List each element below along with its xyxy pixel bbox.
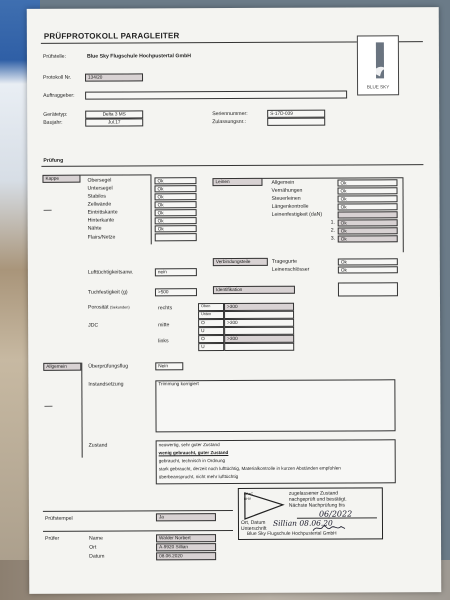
seriennummer-field[interactable]: S-17D-039 [267, 110, 325, 118]
lufttuechtigkeit-field[interactable]: nein [155, 268, 197, 276]
festigkeit-value[interactable]: Ok [338, 227, 398, 234]
pruefer-datum-field[interactable]: 08.06.2020 [156, 552, 216, 560]
kappe-item-label: Nähte [87, 225, 102, 232]
zustand-options [156, 439, 396, 484]
leinen-item-value[interactable]: Ok [338, 187, 398, 194]
porositaet-mark: U [198, 327, 224, 335]
stamp-corner-label: DHV [243, 496, 252, 501]
kappe-label: Kappe [42, 175, 80, 183]
zustand-option-selected[interactable]: wenig gebraucht, guter Zustand [158, 450, 229, 456]
leinen-item-label: Vernähungen [271, 187, 303, 194]
leinen-festigkeit-label: Leinenfestigkeit (daN) [271, 211, 323, 218]
kappe-item-value[interactable]: Ok [154, 177, 196, 184]
kappe-item-label: Obersegel [87, 177, 112, 184]
pruefstempel-rule [43, 510, 233, 512]
logo-mark-icon [358, 36, 398, 94]
stamp-company: Blue Sky Flugschule Hochpustertal GmbH [247, 531, 337, 537]
kappe-item-value[interactable]: Ok [154, 185, 196, 192]
verbindung-item-value[interactable]: Ok [338, 266, 398, 273]
instandsetzung-field[interactable]: Trimmung korrigiert [155, 379, 395, 432]
tuchfestigkeit-field[interactable]: >500 [155, 288, 197, 296]
inspection-stamp [238, 487, 383, 540]
kappe-item-label: Hinterkante [87, 217, 115, 224]
pruefstempel-label: Prüfstempel [44, 515, 73, 522]
pruefung-heading: Prüfung [43, 157, 64, 164]
stamp-text-3: Nächste Nachprüfung bis [288, 502, 346, 509]
verbindungsteile-label: Verbindungsteile [213, 258, 268, 266]
leinen-item-value[interactable]: Ok [338, 195, 398, 202]
verbindung-item-label: Leinenschlösser [271, 266, 310, 273]
pruefer-rule [43, 530, 233, 532]
festigkeit-value[interactable]: Ok [338, 219, 398, 226]
geraetetyp-label: Gerätetyp: [43, 111, 68, 118]
pruefstelle-value: Blue Sky Flugschule Hochpustertal GmbH [86, 53, 192, 60]
leinen-item-value[interactable]: Ok [337, 179, 397, 186]
zustand-option[interactable]: neuwertig, sehr guter Zustand [158, 442, 220, 448]
verbindung-item-value[interactable]: Ok [338, 258, 398, 265]
porositaet-mark: Unten [198, 311, 224, 319]
ueberpruefungsflug-field[interactable]: Nein [155, 362, 183, 370]
verbindung-item-label: Tragegurte [271, 258, 298, 265]
leinen-divider [402, 177, 403, 252]
kappe-item-label: Stabilos [87, 193, 107, 200]
kappe-item-label: Eintrittskante [87, 209, 118, 216]
stamp-ort-datum-value: Sillian 08.06.20 [272, 518, 333, 528]
geraetetyp-field[interactable]: Delta 3 MS [85, 110, 143, 118]
festigkeit-num: 2. [330, 227, 336, 234]
protokoll-field[interactable]: 134/20 [85, 73, 143, 81]
stamp-text-2: nachgeprüft und bestätigt. [288, 496, 347, 503]
stamp-text-1: zugelassener Zustand [288, 490, 339, 497]
leinen-item-value[interactable]: Ok [338, 203, 398, 210]
kappe-item-value[interactable]: Ok [155, 217, 197, 224]
baujahr-label: Baujahr: [43, 119, 63, 126]
identifikation-field[interactable]: Identifikation [213, 286, 295, 294]
kappe-item-value[interactable] [155, 233, 197, 241]
page-title: PRÜFPROTOKOLL PARAGLEITER [43, 31, 180, 41]
pruefer-ort-field[interactable]: A-9920 Sillian [156, 543, 216, 551]
porositaet-value[interactable]: >300 [224, 335, 294, 343]
pruefer-ort-label: Ort [89, 544, 97, 551]
porositaet-value[interactable]: >300 [224, 303, 294, 311]
logo-text: BLUE SKY [366, 84, 390, 90]
kappe-item-value[interactable]: Ok [155, 193, 197, 200]
porositaet-value-blank[interactable] [224, 343, 294, 351]
pruefung-rule [41, 164, 423, 167]
porositaet-pos: links [158, 338, 169, 345]
zustand-label: Zustand [88, 442, 108, 449]
instandsetzung-label: Instandsetzung [88, 381, 124, 388]
tuchfestigkeit-label: Tuchfestigkeit (g) [87, 289, 128, 296]
zustand-option[interactable]: stark gebraucht, derzeit noch lufttüchtig, Materialkontrolle in kurzen Abständen empfohlen [158, 465, 341, 472]
kappe-item-value[interactable]: Ok [155, 201, 197, 208]
leinen-festigkeit-header [338, 211, 398, 218]
porositaet-mark: Oben [198, 303, 224, 311]
pruefer-name-label: Name [89, 535, 103, 542]
auftraggeber-field[interactable] [85, 91, 347, 100]
pruefer-name-field[interactable]: Walder Norbert [156, 534, 216, 542]
porositaet-value[interactable]: >300 [224, 319, 294, 327]
protocol-sheet [27, 7, 442, 594]
allgemein-label: Allgemein [43, 363, 81, 371]
zustand-option[interactable]: überbeansprucht, nicht mehr lufttüchtig [158, 473, 239, 480]
kappe-item-label: Zellwände [87, 201, 112, 208]
allgemein-dash [44, 406, 52, 407]
stamp-next-date: 06/2022 [318, 509, 353, 519]
pruefstempel-field[interactable]: Ja [156, 513, 216, 521]
stamp-corner-sub: OAeC [243, 491, 254, 496]
zulassungsnr-field[interactable] [267, 118, 325, 126]
porositaet-unit: (Sekunden) [109, 305, 130, 310]
stamp-ort-datum-label: Ort, Datum [240, 519, 266, 526]
verbindung-extra-field[interactable] [338, 282, 398, 296]
pruefstelle-label: Prüfstelle: [42, 53, 67, 60]
auftraggeber-label: Auftraggeber: [43, 92, 75, 99]
kappe-item-label: Untersegel [87, 185, 113, 192]
kappe-rule [80, 174, 150, 175]
porositaet-title: Porosität [88, 304, 109, 311]
porositaet-mark: O [198, 319, 224, 327]
jdc-label: JDC [88, 322, 99, 329]
seriennummer-label: Seriennummer: [212, 110, 248, 118]
festigkeit-num: 3. [330, 235, 336, 242]
lufttuechtigkeit-label: Lufttüchtigkeitsanw. [87, 269, 134, 276]
blue-sky-logo [357, 35, 399, 95]
kappe-item-value[interactable]: Ok [155, 209, 197, 216]
leinen-label: Leinen [212, 178, 262, 186]
kappe-divider [150, 174, 151, 244]
porositaet-pos: mitte [158, 322, 170, 329]
zulassungsnr-label: Zulassungsnr.: [212, 118, 246, 126]
kappe-item-label: Flairs/Netze [87, 234, 116, 241]
stamp-unterschrift-label: Unterschrift [240, 525, 267, 532]
festigkeit-value[interactable]: Ok [338, 235, 398, 242]
leinen-item-label: Längenkontrolle [271, 203, 309, 210]
kappe-item-value[interactable]: Ok [155, 225, 197, 232]
leinen-item-label: Allgemein [271, 179, 295, 186]
porositaet-mark: U [198, 343, 224, 351]
pruefer-datum-label: Datum [89, 553, 105, 560]
porositaet-label [88, 305, 130, 310]
baujahr-field[interactable]: Jul.17 [85, 118, 143, 126]
kappe-dash [44, 210, 52, 211]
porositaet-mark: O [198, 335, 224, 343]
zustand-option[interactable]: gebraucht, technisch in Ordnung [158, 458, 226, 464]
pruefer-label: Prüfer [45, 535, 60, 542]
leinen-item-label: Steuerleinen [271, 195, 301, 202]
porositaet-pos: rechts [158, 305, 173, 312]
ueberpruefungsflug-label: Überprüfungsflug [88, 363, 129, 370]
festigkeit-num: 1. [330, 219, 336, 226]
allgemein-divider [81, 363, 82, 458]
protokoll-label: Protokoll Nr. [43, 74, 72, 81]
